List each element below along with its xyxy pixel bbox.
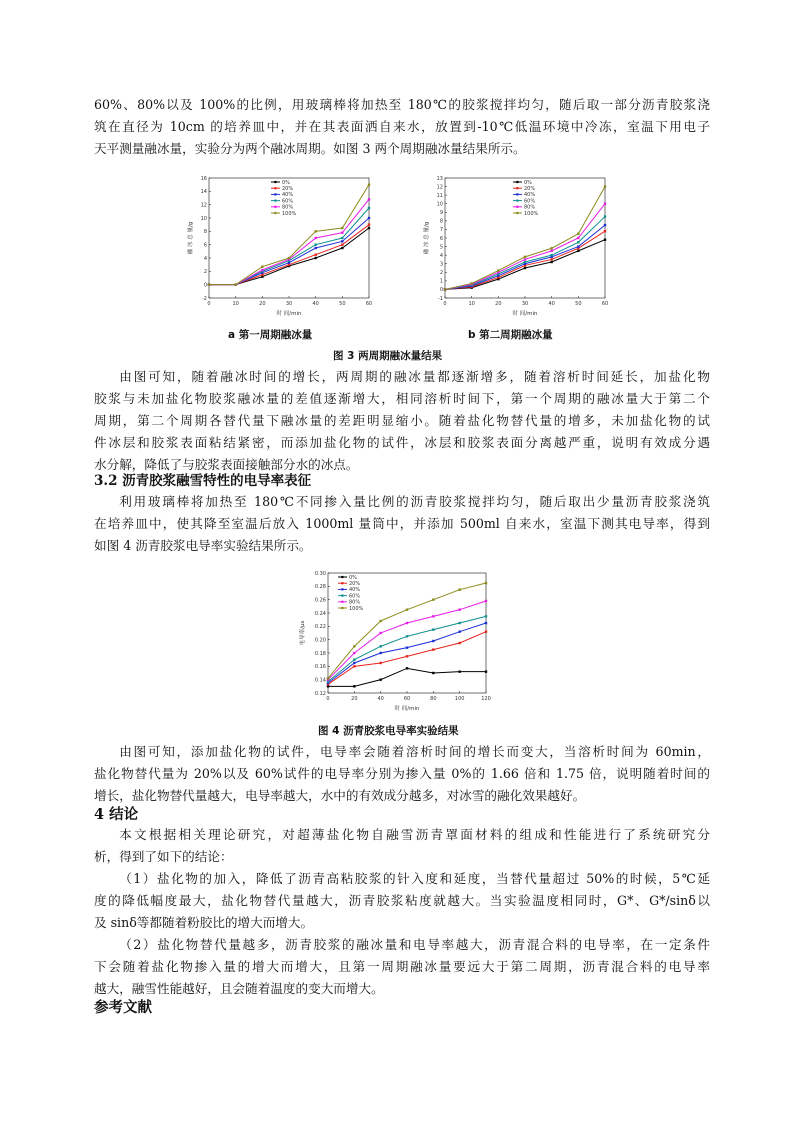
text-line: 度的降低幅度最大，盐化物替代量越大，沥青胶浆粘度就越大。当实验温度相同时，G*、G*/sinδ以 xyxy=(94,893,710,908)
text-line: 周期，第二个周期各替代量下融冰量的差距明显缩小。随着盐化物替代量的增多，未加盐化物的试 xyxy=(94,413,710,428)
data-point xyxy=(314,253,316,255)
y-tick-label: 12 xyxy=(436,184,443,191)
legend-marker xyxy=(274,212,276,214)
data-point xyxy=(379,678,381,680)
data-point xyxy=(379,662,381,664)
y-tick-label: 1 xyxy=(439,278,443,285)
legend-label: 0% xyxy=(282,179,290,186)
data-point xyxy=(524,256,526,258)
x-axis-label: 时 间/min xyxy=(394,706,420,712)
paragraph-analysis-2 xyxy=(94,741,710,807)
legend-marker xyxy=(341,588,343,590)
data-point xyxy=(368,217,370,219)
data-point xyxy=(485,622,487,624)
y-tick-label: 5 xyxy=(439,244,443,251)
data-point xyxy=(314,257,316,259)
x-tick-label: 20 xyxy=(351,696,358,702)
data-point xyxy=(261,269,263,271)
y-tick-label: 6 xyxy=(203,242,207,249)
legend-label: 80% xyxy=(349,599,361,606)
x-tick-label: 120 xyxy=(481,696,491,702)
y-tick-label: 0.22 xyxy=(314,624,326,631)
legend-label: 60% xyxy=(349,593,361,600)
x-tick-label: 50 xyxy=(575,301,582,307)
data-point xyxy=(341,240,343,242)
section-3-2-heading: 3.2 沥青胶浆融雪特性的电导率表征 xyxy=(94,473,312,489)
paragraph-conclusion-1 xyxy=(94,868,710,934)
y-tick-label: 0.14 xyxy=(314,677,326,684)
text-line: 在培养皿中，使其降至室温后放入 1000ml 量筒中，并添加 500ml 自来水，室温下测其电导率，得到 xyxy=(94,516,710,531)
data-point xyxy=(432,648,434,650)
y-tick-label: 0.30 xyxy=(314,570,326,577)
paragraph-intro xyxy=(94,94,710,160)
legend-label: 20% xyxy=(349,581,361,587)
legend-label: 100% xyxy=(349,605,364,612)
legend-marker xyxy=(516,206,518,208)
data-point xyxy=(485,630,487,632)
data-point xyxy=(368,223,370,225)
data-point xyxy=(550,247,552,249)
y-tick-label: 4 xyxy=(439,252,443,259)
legend-label: 0% xyxy=(524,179,532,186)
series-line xyxy=(209,218,369,285)
series-line xyxy=(328,623,486,683)
data-point xyxy=(458,608,460,610)
data-point xyxy=(432,615,434,617)
data-point xyxy=(314,247,316,249)
legend-label: 20% xyxy=(282,186,294,192)
data-point xyxy=(353,658,355,660)
text-line: 下会随着盐化物掺入量的增大而增大，且第一周期融冰量要远大于第二周期，沥青混合料的电导率 xyxy=(94,959,710,974)
text-line: 筑在直径为 10cm 的培养皿中，并在其表面洒自来水，放置到-10℃低温环境中冷冻，室温下用电子 xyxy=(94,119,710,134)
y-tick-label: 0.28 xyxy=(314,584,326,591)
text-line: 水分解，降低了与胶浆表面接触部分水的冰点。 xyxy=(94,457,359,472)
data-point xyxy=(353,662,355,664)
data-point xyxy=(406,655,408,657)
legend-marker xyxy=(516,212,518,214)
legend-marker xyxy=(341,601,343,603)
data-point xyxy=(406,667,408,669)
y-tick-label: 2 xyxy=(439,270,443,277)
legend-label: 40% xyxy=(524,192,536,199)
data-point xyxy=(406,608,408,610)
figure-3-caption: 图 3 两周期融冰量结果 xyxy=(333,350,443,362)
y-axis-label: 融 冰 总 量/g xyxy=(424,221,430,255)
data-point xyxy=(353,685,355,687)
data-point xyxy=(314,237,316,239)
x-tick-label: 0 xyxy=(326,696,330,702)
data-point xyxy=(432,598,434,600)
data-point xyxy=(470,282,472,284)
data-point xyxy=(314,243,316,245)
y-tick-label: 0.24 xyxy=(314,610,326,617)
y-axis-label: 电导率/μs xyxy=(300,620,306,646)
data-point xyxy=(341,231,343,233)
legend-marker xyxy=(516,200,518,202)
data-point xyxy=(485,582,487,584)
y-tick-label: -1 xyxy=(438,295,443,302)
legend-marker xyxy=(274,181,276,183)
legend-marker xyxy=(341,576,343,578)
x-axis-label: 时 间/min xyxy=(512,311,538,317)
y-tick-label: 4 xyxy=(203,255,207,262)
section-4-heading: 4 结论 xyxy=(94,806,139,823)
y-axis-label: 融 冰 总 量/g xyxy=(188,221,194,255)
data-point xyxy=(550,261,552,263)
data-point xyxy=(604,230,606,232)
legend-marker xyxy=(516,181,518,183)
data-point xyxy=(406,622,408,624)
y-tick-label: 14 xyxy=(200,189,207,196)
data-point xyxy=(577,250,579,252)
data-point xyxy=(604,185,606,187)
data-point xyxy=(604,203,606,205)
data-point xyxy=(341,227,343,229)
data-point xyxy=(314,230,316,232)
x-tick-label: 80 xyxy=(430,696,437,702)
data-point xyxy=(444,288,446,290)
data-point xyxy=(327,677,329,679)
y-tick-label: 0.20 xyxy=(314,637,326,644)
figure-4-chart xyxy=(292,567,492,715)
data-point xyxy=(524,267,526,269)
data-point xyxy=(577,237,579,239)
data-point xyxy=(234,283,236,285)
data-point xyxy=(341,247,343,249)
legend-marker xyxy=(516,193,518,195)
data-point xyxy=(604,215,606,217)
x-tick-label: 50 xyxy=(339,301,346,307)
figure-3b-caption: b 第二周期融冰量 xyxy=(468,329,553,341)
text-line: 利用玻璃棒将加热至 180℃不同掺入量比例的沥青胶浆搅拌均匀，随后取出少量沥青胶浆浇筑 xyxy=(119,494,710,509)
y-tick-label: 0 xyxy=(439,287,443,294)
data-point xyxy=(550,250,552,252)
data-point xyxy=(485,615,487,617)
legend-marker xyxy=(341,595,343,597)
data-point xyxy=(261,265,263,267)
data-point xyxy=(485,670,487,672)
text-line: 由图可知，添加盐化物的试件，电导率会随着溶析时间的增长而变大，当溶析时间为 60min， xyxy=(119,744,710,759)
figure-4-caption: 图 4 沥青胶浆电导率实验结果 xyxy=(318,725,459,737)
data-point xyxy=(341,243,343,245)
legend-label: 40% xyxy=(282,192,294,199)
legend-label: 0% xyxy=(349,574,357,581)
data-point xyxy=(288,257,290,259)
data-point xyxy=(379,620,381,622)
data-point xyxy=(406,635,408,637)
data-point xyxy=(406,646,408,648)
text-line: 天平测量融冰量，实验分为两个融冰周期。如图 3 两个周期融冰量结果所示。 xyxy=(94,141,526,156)
data-point xyxy=(353,665,355,667)
x-tick-label: 40 xyxy=(312,301,319,307)
text-line: 及 sinδ等都随着粉胶比的增大而增大。 xyxy=(94,915,314,930)
data-point xyxy=(604,224,606,226)
x-tick-label: 10 xyxy=(468,301,475,307)
paragraph-method-2 xyxy=(94,491,710,557)
series-line xyxy=(328,632,486,685)
data-point xyxy=(379,652,381,654)
text-line: 由图可知，随着融冰时间的增长，两周期的融冰量都逐渐增多，随着溶析时间延长，加盐化物 xyxy=(119,369,710,384)
y-tick-label: 0 xyxy=(203,282,207,289)
legend-marker xyxy=(341,582,343,584)
data-point xyxy=(524,261,526,263)
y-tick-label: 12 xyxy=(200,202,207,209)
data-point xyxy=(208,283,210,285)
data-point xyxy=(432,628,434,630)
data-point xyxy=(524,258,526,260)
data-point xyxy=(577,241,579,243)
legend-marker xyxy=(274,200,276,202)
figure-3a-caption: a 第一周期融冰量 xyxy=(228,329,313,341)
legend-marker xyxy=(516,187,518,189)
y-tick-label: 2 xyxy=(203,269,207,276)
legend-label: 80% xyxy=(524,204,536,211)
x-tick-label: 60 xyxy=(365,301,373,307)
legend-label: 20% xyxy=(524,186,536,192)
series-line xyxy=(328,668,486,686)
data-point xyxy=(432,640,434,642)
legend-label: 80% xyxy=(282,204,294,211)
data-point xyxy=(458,622,460,624)
data-point xyxy=(577,233,579,235)
data-point xyxy=(458,588,460,590)
y-tick-label: 0.16 xyxy=(314,664,326,671)
legend-label: 100% xyxy=(524,210,539,217)
paragraph-analysis-1 xyxy=(94,366,710,476)
data-point xyxy=(353,645,355,647)
data-point xyxy=(458,670,460,672)
x-tick-label: 10 xyxy=(232,301,239,307)
y-tick-label: 9 xyxy=(439,210,443,217)
legend-label: 60% xyxy=(282,198,294,205)
text-line: 增长，盐化物替代量越大，电导率越大，水中的有效成分越多，对冰雪的融化效果越好。 xyxy=(94,788,586,803)
text-line: （2）盐化物替代量越多，沥青胶浆的融冰量和电导率越大，沥青混合料的电导率，在一定条件 xyxy=(119,937,710,952)
y-tick-label: 8 xyxy=(439,218,443,225)
x-tick-label: 60 xyxy=(403,696,411,702)
text-line: 本文根据相关理论研究，对超薄盐化物自融雪沥青罩面材料的组成和性能进行了系统研究分 xyxy=(119,827,710,842)
data-point xyxy=(353,652,355,654)
x-tick-label: 100 xyxy=(454,696,465,702)
data-point xyxy=(368,198,370,200)
legend-label: 40% xyxy=(349,587,361,594)
data-point xyxy=(458,630,460,632)
series-line xyxy=(445,217,605,290)
legend-marker xyxy=(274,206,276,208)
x-tick-label: 40 xyxy=(377,696,384,702)
y-tick-label: 0.18 xyxy=(314,650,326,657)
legend-marker xyxy=(274,193,276,195)
x-tick-label: 60 xyxy=(601,301,609,307)
data-point xyxy=(550,258,552,260)
data-point xyxy=(368,227,370,229)
data-point xyxy=(458,642,460,644)
legend-label: 60% xyxy=(524,198,536,205)
x-tick-label: 0 xyxy=(443,301,447,307)
figure-3b-chart xyxy=(411,172,611,320)
data-point xyxy=(604,239,606,241)
y-tick-label: 0.26 xyxy=(314,597,326,604)
data-point xyxy=(379,645,381,647)
data-point xyxy=(368,207,370,209)
data-point xyxy=(550,254,552,256)
text-line: 盐化物替代量为 20%以及 60%试件的电导率分别为掺入量 0%的 1.66 倍和 1.75 倍，说明随着时间的 xyxy=(94,766,710,781)
data-point xyxy=(341,237,343,239)
x-tick-label: 30 xyxy=(285,301,293,307)
legend-marker xyxy=(341,607,343,609)
data-point xyxy=(432,672,434,674)
y-tick-label: -2 xyxy=(202,295,207,302)
data-point xyxy=(379,632,381,634)
text-line: 胶浆与未加盐化物胶浆融冰量的差值逐渐增大，相同溶析时间下，第一个周期的融冰量大于第二个 xyxy=(94,391,710,406)
legend-marker xyxy=(274,187,276,189)
series-line xyxy=(209,225,369,285)
x-tick-label: 20 xyxy=(495,301,502,307)
y-tick-label: 16 xyxy=(200,175,207,182)
x-tick-label: 0 xyxy=(207,301,211,307)
y-tick-label: 13 xyxy=(436,175,443,182)
text-line: （1）盐化物的加入，降低了沥青高粘胶浆的针入度和延度，当替代量超过 50%的时候，5℃延 xyxy=(119,871,710,886)
data-point xyxy=(497,269,499,271)
x-tick-label: 40 xyxy=(548,301,555,307)
text-line: 越大，融雪性能越好，且会随着温度的变大而增大。 xyxy=(94,981,384,996)
figure-3a-chart xyxy=(175,172,375,320)
paragraph-conclusion-intro xyxy=(94,824,710,868)
data-point xyxy=(485,600,487,602)
data-point xyxy=(368,183,370,185)
x-tick-label: 30 xyxy=(521,301,529,307)
text-line: 60%、80%以及 100%的比例，用玻璃棒将加热至 180℃的胶浆搅拌均匀，随后取一部分沥青胶浆浇 xyxy=(94,97,710,112)
text-line: 件冰层和胶浆表面粘结紧密，而添加盐化物的试件，冰层和胶浆表面分离越严重，说明有效成分遇 xyxy=(94,435,710,450)
paragraph-conclusion-2 xyxy=(94,934,710,1000)
series-line xyxy=(209,228,369,285)
y-tick-label: 8 xyxy=(203,229,207,236)
y-tick-label: 11 xyxy=(436,192,443,199)
y-tick-label: 7 xyxy=(439,227,443,234)
y-tick-label: 10 xyxy=(436,201,443,208)
references-heading: 参考文献 xyxy=(94,999,152,1016)
text-line: 如图 4 沥青胶浆电导率实验结果所示。 xyxy=(94,538,312,553)
x-tick-label: 20 xyxy=(259,301,266,307)
x-axis-label: 时 间/min xyxy=(276,311,302,317)
y-tick-label: 0.12 xyxy=(314,690,326,697)
legend-label: 100% xyxy=(282,210,297,217)
data-point xyxy=(577,245,579,247)
text-line: 析，得到了如下的结论： xyxy=(94,849,233,864)
y-tick-label: 3 xyxy=(439,261,443,268)
y-tick-label: 6 xyxy=(439,235,443,242)
y-tick-label: 10 xyxy=(200,215,207,222)
